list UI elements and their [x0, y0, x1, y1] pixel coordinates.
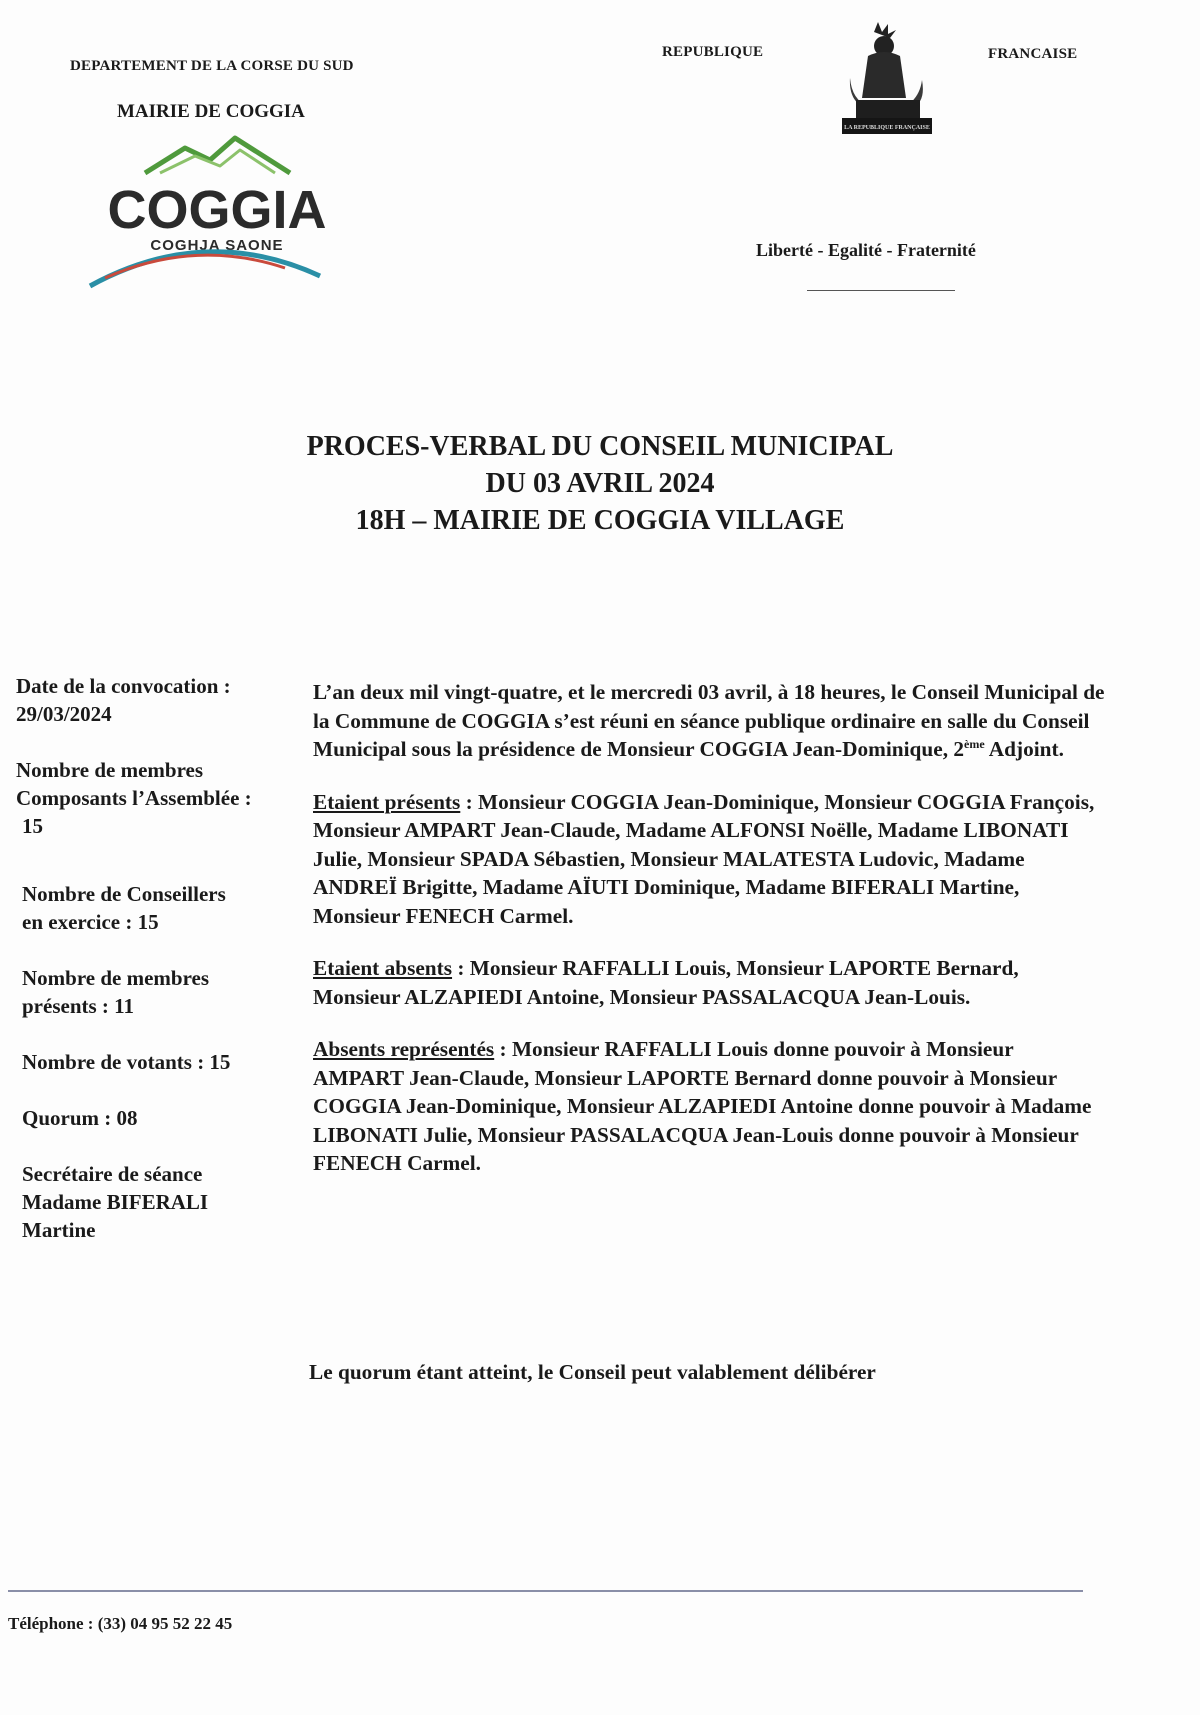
- title-line-3: 18H – MAIRIE DE COGGIA VILLAGE: [355, 505, 845, 536]
- title-line-1: PROCES-VERBAL DU CONSEIL MUNICIPAL: [306, 431, 894, 462]
- intro-paragraph: L’an deux mil vingt-quatre, et le mercredi 03 avril, à 18 heures, le Conseil Municipal de la Commune de COGGIA s’est réuni en séance publique ordinaire en salle du Conseil Municipal sous la présidence de Monsieur COGGIA Jean-Dominique, 2ème Adjoint.: [313, 680, 1105, 761]
- presents-paragraph: Etaient présents : Monsieur COGGIA Jean-Dominique, Monsieur COGGIA François, Monsieur AMPART Jean-Claude, Madame ALFONSI Noëlle, Madame LIBONATI Julie, Monsieur SPADA Sébastien, Monsieur MALATESTA Ludovic, Madame ANDREÏ Brigitte, Madame AÏUTI Dominique, Madame BIFERALI Martine, Monsieur FENECH Carmel.: [313, 789, 1095, 928]
- membres-label-2: Composants l’Assemblée :: [16, 786, 252, 810]
- absents-heading: Etaient absents: [313, 956, 453, 980]
- coggia-logo: [85, 128, 350, 293]
- francaise-label: FRANCAISE: [988, 46, 1078, 62]
- membres-label-1: Nombre de membres: [16, 758, 204, 782]
- membres-value: 15: [22, 814, 43, 838]
- minutes-body: [313, 678, 1108, 1202]
- title-line-2: DU 03 AVRIL 2024: [485, 468, 715, 499]
- footer-phone: Téléphone : (33) 04 95 52 22 45: [8, 1614, 233, 1633]
- quorum-statement: Le quorum étant atteint, le Conseil peut valablement délibérer: [309, 1360, 876, 1384]
- secretaire-name-1: Madame BIFERALI: [22, 1190, 209, 1214]
- secretaire-label: Secrétaire de séance: [22, 1162, 203, 1186]
- presents-heading: Etaient présents: [313, 789, 461, 814]
- representes-paragraph: Absents représentés : Monsieur RAFFALLI Louis donne pouvoir à Monsieur AMPART Jean-Claude, Monsieur LAPORTE Bernard donne pouvoir à Monsieur COGGIA Jean-Dominique, Monsieur ALZAPIEDI Antoine donne pouvoir à Madame LIBONATI Julie, Monsieur PASSALACQUA Jean-Louis donne pouvoir à Monsieur FENECH Carmel.: [313, 1037, 1092, 1175]
- document-title: [0, 428, 1200, 539]
- conseillers-label: Nombre de Conseillers: [22, 882, 226, 906]
- republique-label: REPUBLIQUE: [662, 44, 764, 60]
- devise-underline: [807, 290, 955, 291]
- logo-name: COGGIA: [107, 180, 327, 240]
- presents-value: présents : 11: [22, 994, 134, 1018]
- mairie-name: MAIRIE DE COGGIA: [117, 101, 305, 122]
- meeting-summary-sidebar: [16, 672, 306, 1244]
- logo-subtitle: COGHJA SAONE: [150, 237, 284, 254]
- convocation-label: Date de la convocation :: [16, 674, 231, 698]
- convocation-date: 29/03/2024: [16, 702, 112, 726]
- representes-heading: Absents représentés: [313, 1037, 495, 1061]
- quorum: Quorum : 08: [22, 1106, 138, 1130]
- conseillers-value: en exercice : 15: [22, 910, 159, 934]
- absents-paragraph: Etaient absents : Monsieur RAFFALLI Louis, Monsieur LAPORTE Bernard, Monsieur ALZAPIEDI Antoine, Monsieur PASSALACQUA Jean-Louis.: [313, 956, 1019, 1009]
- department-name: DEPARTEMENT DE LA CORSE DU SUD: [70, 58, 354, 74]
- votants: Nombre de votants : 15: [22, 1050, 231, 1074]
- devise: Liberté - Egalité - Fraternité: [756, 240, 976, 260]
- secretaire-name-2: Martine: [22, 1218, 96, 1242]
- marianne-seal-icon: [822, 18, 944, 146]
- footer-divider: [8, 1590, 1083, 1592]
- seal-caption: LA REPUBLIQUE FRANÇAISE: [844, 125, 930, 131]
- presents-label: Nombre de membres: [22, 966, 210, 990]
